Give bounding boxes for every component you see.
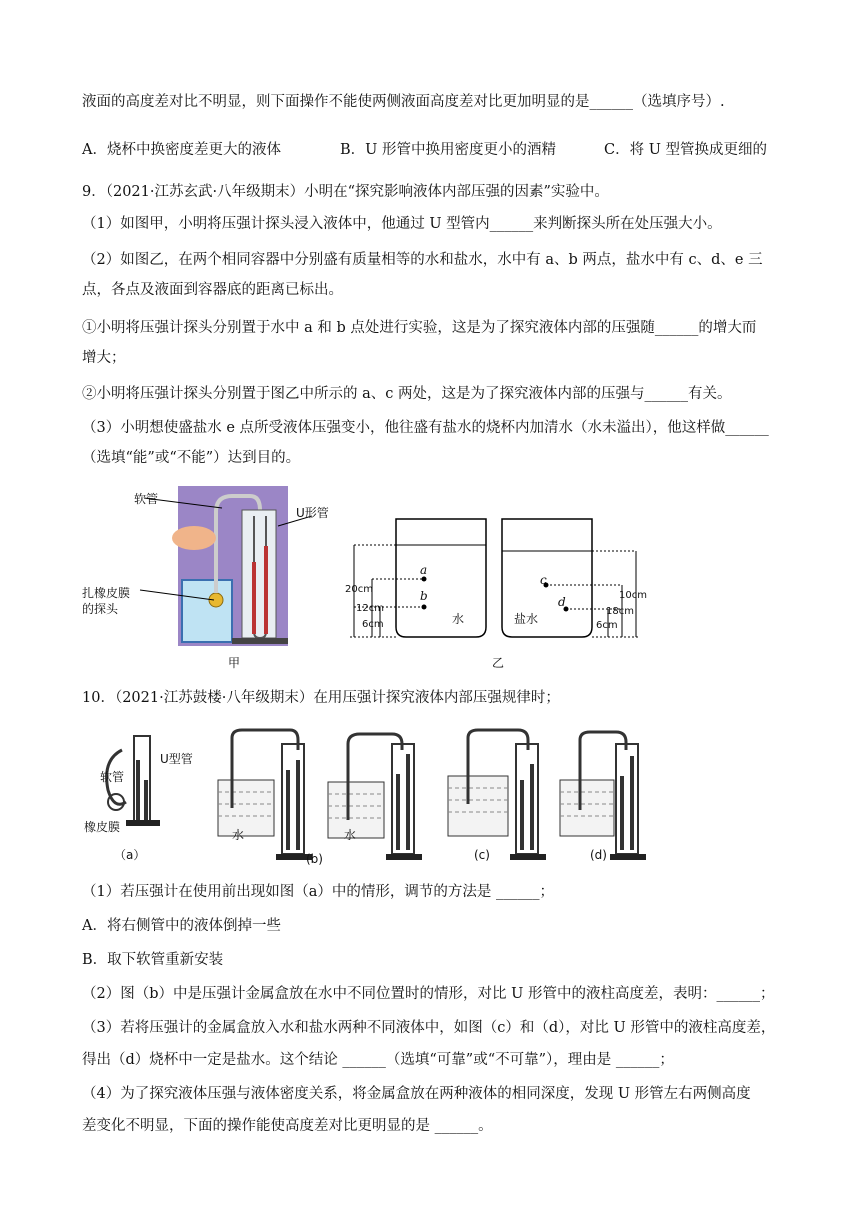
apparatus-b [218,730,422,860]
q8-option-b: B．U 形管中换用密度更小的酒精 [340,142,556,158]
dim-6cm-left: 6cm [362,619,384,630]
q10-part2: （2）图（b）中是压强计金属盒放在水中不同位置时的情形，对比 U 形管中的液柱高度差，表明：______； [82,986,775,1002]
q9-part5-line1: （3）小明想使盛盐水 e 点所受液体压强变小，他往盛有盐水的烧杯内加清水（水未溢出），他这样做______ [82,420,769,436]
caption-yi: 乙 [492,656,505,670]
q10-part3-line1: （3）若将压强计的金属盒放入水和盐水两种不同液体中，如图（c）和（d），对比 U 形管中的液柱高度差， [82,1020,776,1036]
label-d: d [558,595,566,609]
q9-part2-line1: （2）如图乙，在两个相同容器中分别盛有质量相等的水和盐水，水中有 a、b 两点，盐水中有 c、d、e 三 [82,252,763,268]
hand-icon [172,526,216,550]
label-water: 水 [452,612,465,626]
label-probe-2: 的探头 [82,602,119,616]
point-b [422,605,427,610]
q9-part3-line1: ①小明将压强计探头分别置于水中 a 和 b 点处进行实验，这是为了探究液体内部的压强随______的增大而 [82,320,757,336]
container-water [396,519,486,637]
dim-12cm: 12cm [356,603,384,614]
figure-q10 [86,720,666,870]
dim-20cm: 20cm [345,584,373,595]
q10-part3-line2: 得出（d）烧杯中一定是盐水。这个结论 ______（选填“可靠”或“不可靠”），理由是 ______； [82,1052,674,1068]
label-hose-q10: 软管 [100,770,125,784]
q9-part3-line2: 增大； [82,350,126,366]
caption-a: （a） [114,848,146,862]
q10-title: 10．（2021·江苏鼓楼·八年级期末）在用压强计探究液体内部压强规律时； [82,690,560,706]
label-u-tube-q10: U型管 [160,752,193,766]
label-water-b1: 水 [232,828,245,842]
caption-d: (d) [590,848,607,862]
q10-part1: （1）若压强计在使用前出现如图（a）中的情形，调节的方法是 ______； [82,884,554,900]
point-a [422,577,427,582]
label-u-tube: U形管 [296,506,329,520]
dim-18cm: 18cm [606,606,634,617]
q8-option-a: A．烧杯中换密度差更大的液体 [82,142,281,158]
label-membrane: 橡皮膜 [84,820,121,834]
q9-title: 9．（2021·江苏玄武·八年级期末）小明在“探究影响液体内部压强的因素”实验中。 [82,184,609,200]
q10-option-b: B．取下软管重新安装 [82,952,224,968]
q10-part4-line2: 差变化不明显，下面的操作能使高度差对比更明显的是 ______。 [82,1118,493,1134]
label-hose: 软管 [134,492,159,506]
dim-10cm: 10cm [619,590,647,601]
caption-c: (c) [474,848,490,862]
q9-part4: ②小明将压强计探头分别置于图乙中所示的 a、c 两处，这是为了探究液体内部的压强与______有关。 [82,386,732,402]
q9-part1: （1）如图甲，小明将压强计探头浸入液体中，他通过 U 型管内______来判断探头所在处压强大小。 [82,216,722,232]
q10-option-a: A．将右侧管中的液体倒掉一些 [82,918,281,934]
label-probe-1: 扎橡皮膜 [82,586,131,600]
figure-jia [82,482,312,672]
caption-jia: 甲 [228,656,241,670]
u-tube-stand [242,510,276,638]
q9-part2-line2: 点，各点及液面到容器底的距离已标出。 [82,282,343,298]
caption-b: (b) [306,852,323,866]
dim-6cm-right: 6cm [596,620,618,631]
apparatus-d [560,732,646,860]
label-saltwater: 盐水 [514,612,539,626]
label-b: b [420,589,428,603]
label-a: a [420,563,428,577]
q8-text: 液面的高度差对比不明显，则下面操作不能使两侧液面高度差对比更加明显的是______（选填序号）. [82,94,725,110]
label-water-b2: 水 [344,828,357,842]
label-c: c [540,573,547,587]
apparatus-c [448,730,546,860]
q8-option-c: C．将 U 型管换成更细的 [604,142,768,158]
beaker [182,580,232,642]
q10-part4-line1: （4）为了探究液体压强与液体密度关系，将金属盒放在两种液体的相同深度，发现 U 形管左右两侧高度 [82,1086,751,1102]
q9-part5-line2: （选填“能”或“不能”）达到目的。 [82,450,301,466]
